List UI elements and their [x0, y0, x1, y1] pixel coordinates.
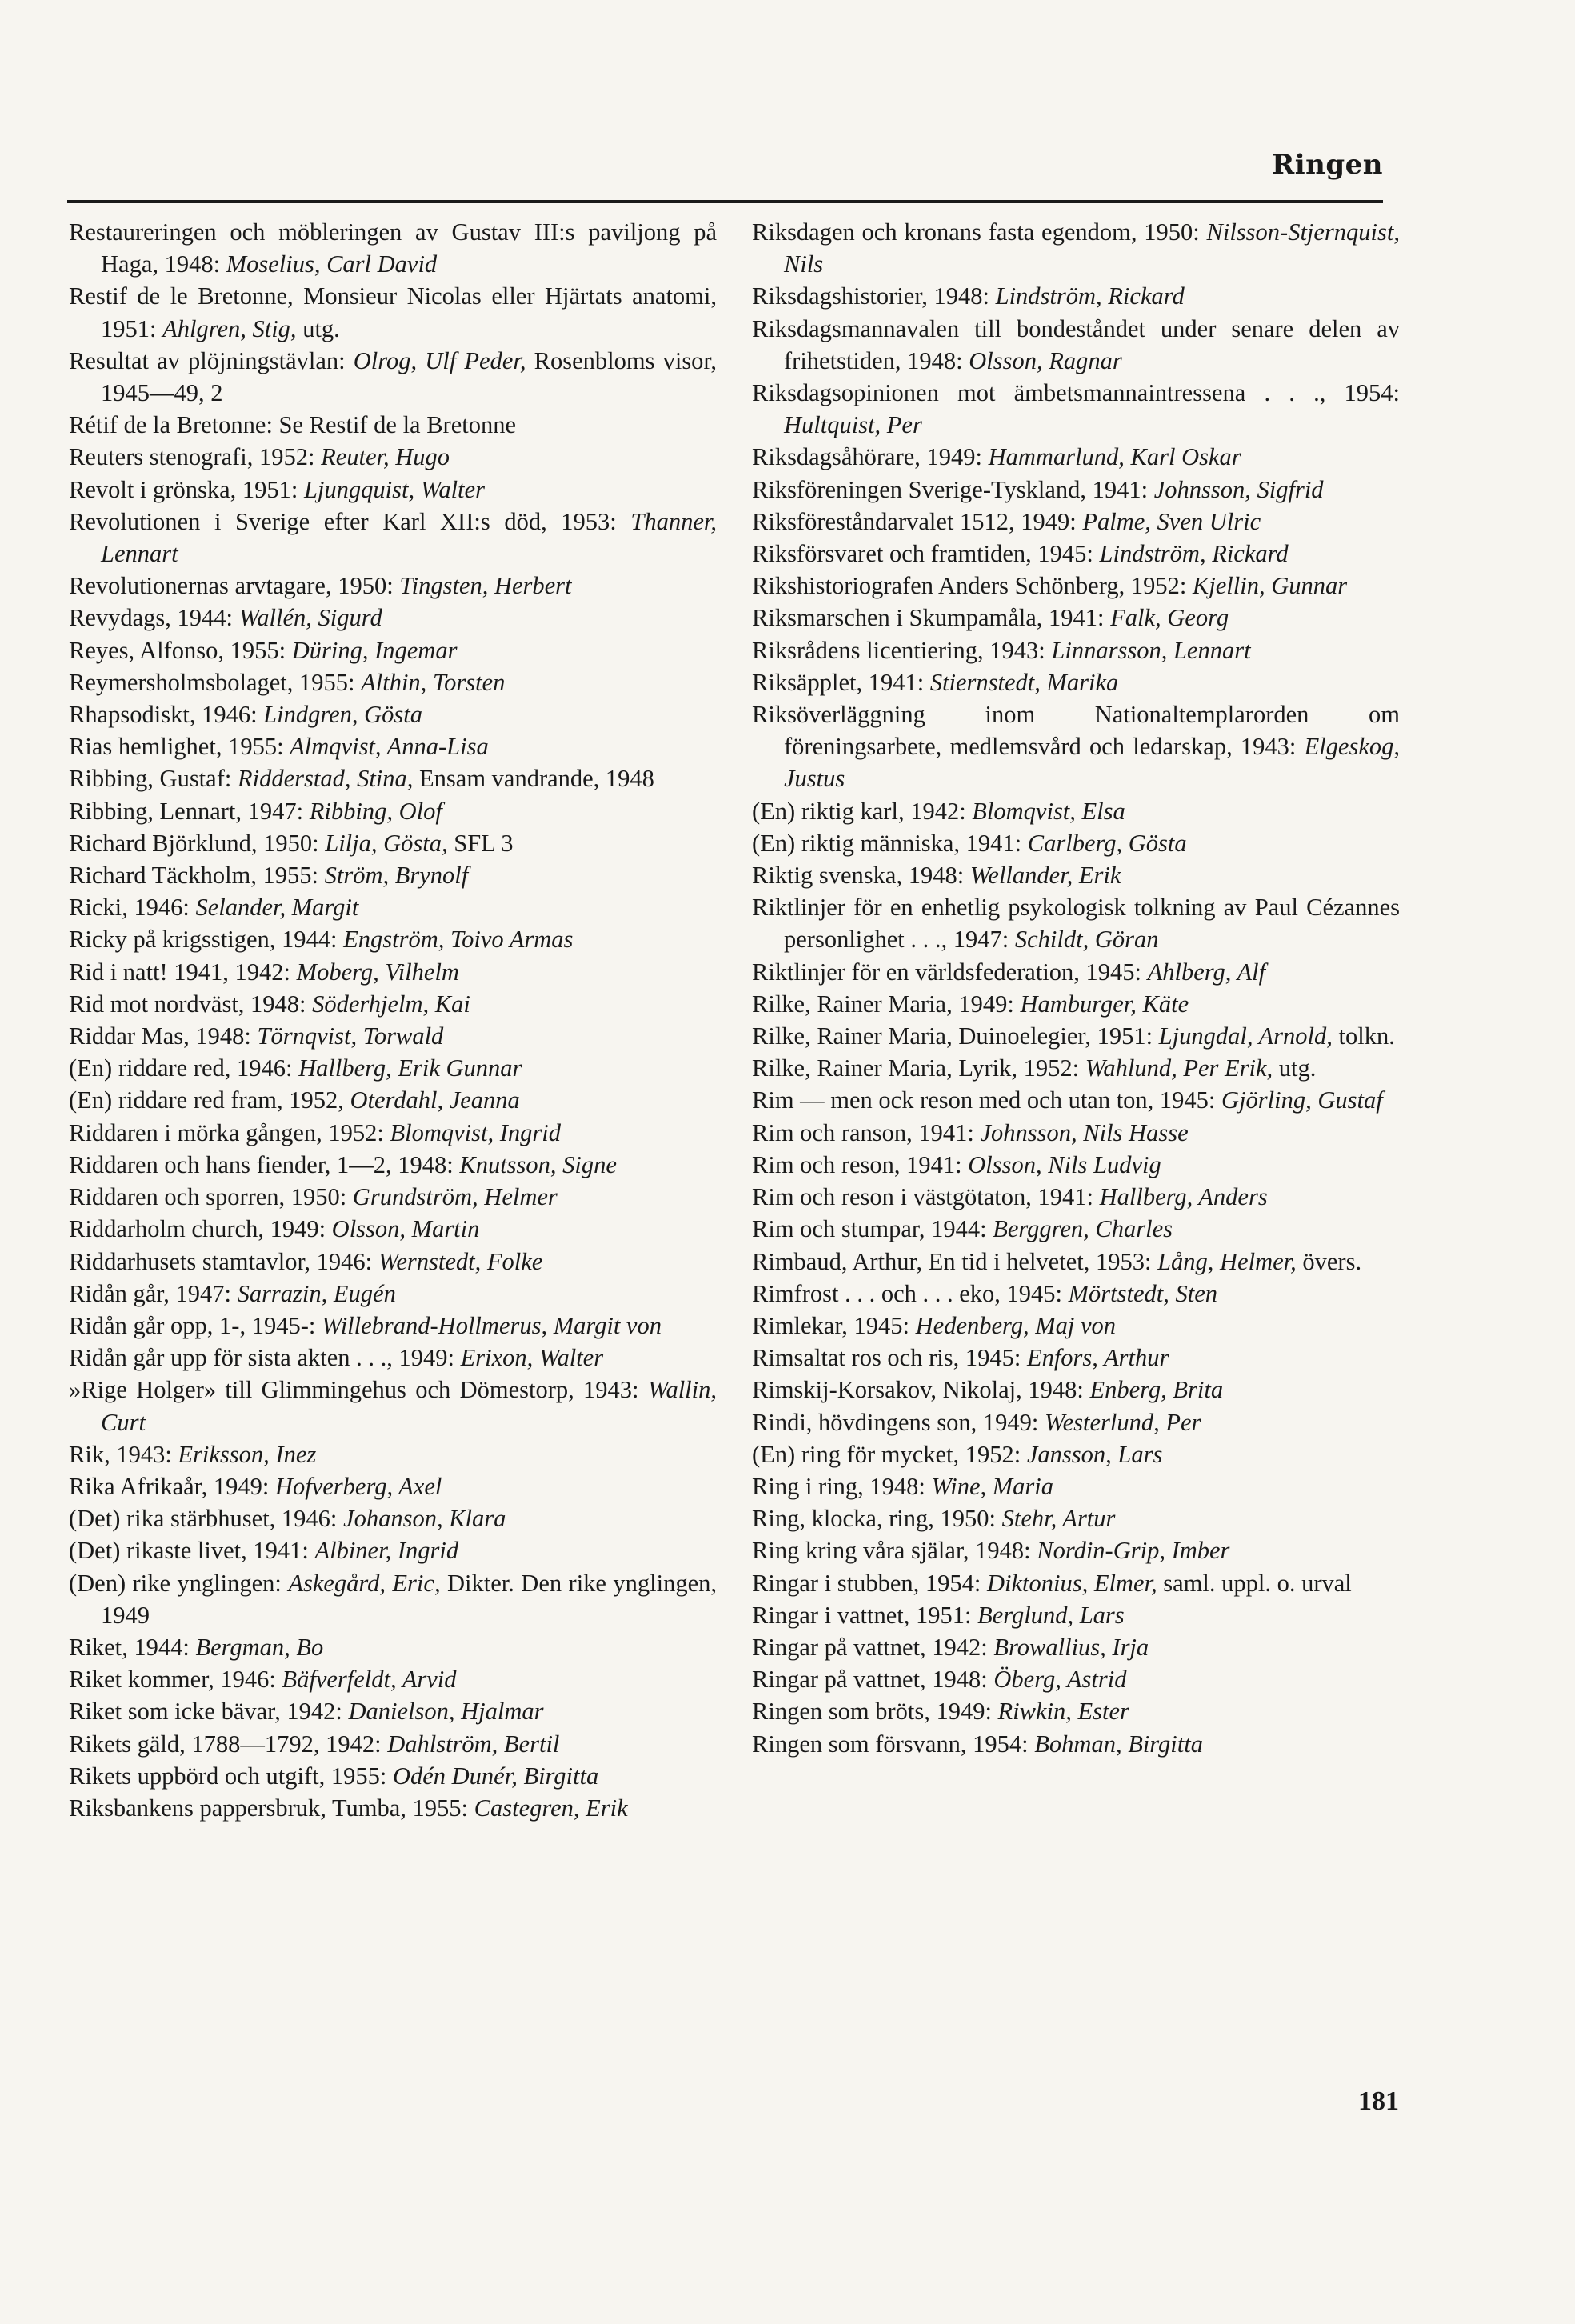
entry-title: Rika Afrikaår, 1949:: [69, 1472, 275, 1500]
index-entry: [752, 1149, 1400, 1181]
right-column: [752, 216, 1400, 1760]
index-entry: [752, 441, 1400, 473]
entry-author: Ribbing, Olof: [309, 797, 442, 825]
entry-title: (Det) rika stärbhuset, 1946:: [69, 1505, 344, 1533]
entry-author: Erixon, Walter: [460, 1344, 604, 1372]
entry-author: Ahlberg, Alf: [1147, 958, 1266, 986]
index-entry: [69, 506, 717, 570]
entry-author: Jansson, Lars: [1026, 1440, 1163, 1468]
index-entry: [69, 1534, 717, 1566]
entry-author: Mörtstedt, Sten: [1068, 1279, 1217, 1307]
entry-title: Ring, klocka, ring, 1950:: [752, 1505, 1002, 1533]
index-entry: [752, 859, 1400, 891]
index-entry: [752, 506, 1400, 538]
index-entry: [69, 923, 717, 955]
index-entry: [752, 1020, 1400, 1052]
index-entry: [69, 1374, 717, 1438]
entry-author: Oterdahl, Jeanna: [350, 1086, 520, 1114]
index-entry: [752, 1534, 1400, 1566]
entry-author: Willebrand-Hollmerus, Margit von: [321, 1311, 662, 1339]
entry-title: Ridån går, 1947:: [69, 1279, 238, 1307]
index-entry: [752, 1213, 1400, 1245]
entry-title: Riktlinjer för en världsfederation, 1945:: [752, 958, 1148, 986]
entry-title: Ringar i vattnet, 1951:: [752, 1601, 978, 1629]
entry-title: Ringar på vattnet, 1942:: [752, 1633, 994, 1661]
index-entry: [752, 1278, 1400, 1310]
entry-author: Berglund, Lars: [977, 1601, 1125, 1629]
entry-author: Wellander, Erik: [969, 862, 1121, 890]
entry-author: Linnarsson, Lennart: [1051, 636, 1251, 664]
entry-author: Wahlund, Per Erik,: [1085, 1054, 1273, 1082]
index-entry: [69, 1728, 717, 1760]
entry-title: Ringar i stubben, 1954:: [752, 1569, 987, 1597]
entry-author: Törnqvist, Torwald: [257, 1022, 444, 1050]
entry-author: Blomqvist, Elsa: [972, 797, 1125, 825]
entry-author: Tingsten, Herbert: [399, 572, 572, 600]
index-entry: [752, 1438, 1400, 1470]
index-entry: [69, 1246, 717, 1278]
entry-author: Wallin, Curt: [101, 1376, 717, 1436]
index-entry: [752, 1470, 1400, 1502]
entry-author: Albiner, Ingrid: [314, 1537, 459, 1565]
index-entry: [69, 1342, 717, 1374]
entry-author: Moselius, Carl David: [226, 250, 438, 278]
index-entry: [69, 827, 717, 859]
entry-author: Hammarlund, Karl Oskar: [988, 443, 1241, 471]
entry-author: Lindgren, Gösta: [263, 701, 423, 729]
entry-title: Rik, 1943:: [69, 1440, 178, 1468]
entry-author: Hallberg, Anders: [1099, 1183, 1268, 1211]
entry-title: Riddarholm church, 1949:: [69, 1215, 332, 1243]
running-head: Ringen: [1271, 149, 1383, 181]
entry-title: Riksdagshistorier, 1948:: [752, 282, 996, 310]
entry-title: Riddaren och hans fiender, 1—2, 1948:: [69, 1150, 460, 1178]
entry-suffix: SFL 3: [447, 829, 514, 857]
entry-title: Ricky på krigsstigen, 1944:: [69, 926, 344, 954]
index-entry: [752, 1117, 1400, 1149]
entry-author: Wine, Maria: [931, 1472, 1054, 1500]
entry-author: Sarrazin, Eugén: [237, 1279, 396, 1307]
entry-suffix: Dikter. Den rike ynglingen, 1949: [101, 1569, 718, 1629]
index-entry: [752, 988, 1400, 1020]
entry-author: Gjörling, Gustaf: [1221, 1086, 1383, 1114]
entry-title: Ridån går opp, 1-, 1945-:: [69, 1311, 322, 1339]
entry-suffix: utg.: [1273, 1054, 1317, 1082]
entry-author: Kjellin, Gunnar: [1192, 572, 1348, 600]
entry-author: Johanson, Klara: [343, 1505, 506, 1533]
entry-title: Riksdagsmannavalen till bondeståndet under senare delen av frihetstiden, 1948:: [752, 314, 1400, 374]
entry-author: Ahlgren, Stig,: [162, 314, 297, 342]
entry-author: Olsson, Martin: [331, 1215, 480, 1243]
entry-author: Enberg, Brita: [1089, 1376, 1224, 1404]
index-entry: [752, 474, 1400, 506]
entry-title: Riksförsvaret och framtiden, 1945:: [752, 540, 1100, 568]
index-entry: [752, 1374, 1400, 1406]
entry-author: Odén Dunér, Birgitta: [392, 1762, 599, 1790]
entry-title: Rhapsodiskt, 1946:: [69, 701, 264, 729]
entry-author: Stiernstedt, Marika: [929, 668, 1119, 696]
entry-author: Lång, Helmer,: [1157, 1247, 1297, 1275]
entry-author: Wallén, Sigurd: [238, 604, 382, 632]
entry-author: Riwkin, Ester: [997, 1698, 1129, 1726]
entry-title: Reymersholmsbolaget, 1955:: [69, 668, 362, 696]
entry-author: Danielson, Hjalmar: [348, 1698, 544, 1726]
entry-author: Carlberg, Gösta: [1027, 829, 1187, 857]
entry-title: (En) riktig människa, 1941:: [752, 829, 1028, 857]
entry-title: Rid i natt! 1941, 1942:: [69, 958, 297, 986]
index-entry: [69, 634, 717, 666]
entry-title: (En) riddare red, 1946:: [69, 1054, 299, 1082]
entry-title: Ringen som försvann, 1954:: [752, 1730, 1035, 1758]
index-entry: [752, 1728, 1400, 1760]
entry-title: Riksrådens licentiering, 1943:: [752, 636, 1052, 664]
entry-title: Rilke, Rainer Maria, Lyrik, 1952:: [752, 1054, 1085, 1082]
entry-title: Riddaren och sporren, 1950:: [69, 1183, 353, 1211]
entry-author: Ljungdal, Arnold,: [1158, 1022, 1333, 1050]
entry-author: Blomqvist, Ingrid: [390, 1118, 561, 1146]
index-entry: [69, 280, 717, 344]
entry-author: Öberg, Astrid: [993, 1666, 1127, 1694]
entry-title: Riksmarschen i Skumpamåla, 1941:: [752, 604, 1111, 632]
entry-suffix: tolkn.: [1332, 1022, 1395, 1050]
entry-title: Richard Björklund, 1950:: [69, 829, 326, 857]
entry-author: Berggren, Charles: [993, 1215, 1173, 1243]
index-entry: [752, 1084, 1400, 1116]
index-entry: [752, 956, 1400, 988]
entry-title: Ribbing, Lennart, 1947:: [69, 797, 310, 825]
index-entry: [69, 762, 717, 794]
entry-author: Westerlund, Per: [1045, 1408, 1201, 1436]
entry-title: (Det) rikaste livet, 1941:: [69, 1537, 315, 1565]
entry-title: (En) riddare red fram, 1952,: [69, 1086, 350, 1114]
index-entry: [69, 570, 717, 602]
entry-author: Bäfverfeldt, Arvid: [282, 1666, 457, 1694]
entry-suffix: Ensam vandrande, 1948: [413, 765, 654, 793]
entry-title: Richard Täckholm, 1955:: [69, 862, 325, 890]
index-entry: [752, 891, 1400, 955]
entry-title: Rimbaud, Arthur, En tid i helvetet, 1953:: [752, 1247, 1158, 1275]
entry-author: Diktonius, Elmer,: [986, 1569, 1157, 1597]
entry-title: Revydags, 1944:: [69, 604, 239, 632]
entry-author: Hallberg, Erik Gunnar: [298, 1054, 522, 1082]
index-entry: [752, 666, 1400, 698]
index-entry: [752, 538, 1400, 570]
entry-author: Ridderstad, Stina,: [237, 765, 414, 793]
entry-title: Riktlinjer för en enhetlig psykologisk tolkning av Paul Cézannes personlighet . . ., 1947:: [752, 894, 1400, 954]
index-entry: [752, 1502, 1400, 1534]
index-entry: [752, 795, 1400, 827]
index-entry: [752, 1663, 1400, 1695]
entry-author: Moberg, Vilhelm: [296, 958, 459, 986]
index-entry: [69, 1213, 717, 1245]
entry-author: Enfors, Arthur: [1026, 1344, 1169, 1372]
entry-title: Riddaren i mörka gången, 1952:: [69, 1118, 390, 1146]
index-entry: [752, 1342, 1400, 1374]
entry-title: Riktig svenska, 1948:: [752, 862, 970, 890]
entry-title: Riksäpplet, 1941:: [752, 668, 930, 696]
entry-author: Nilsson-Stjernquist, Nils: [784, 218, 1400, 278]
entry-author: Olrog, Ulf Peder,: [353, 346, 526, 374]
entry-author: Browallius, Irja: [993, 1633, 1149, 1661]
entry-title: Rim — men ock reson med och utan ton, 1945:: [752, 1086, 1222, 1114]
entry-title: Ringen som bröts, 1949:: [752, 1698, 998, 1726]
entry-title: (En) riktig karl, 1942:: [752, 797, 973, 825]
entry-title: Rikets gäld, 1788—1792, 1942:: [69, 1730, 388, 1758]
entry-author: Schildt, Göran: [1014, 926, 1159, 954]
entry-title: Ridån går upp för sista akten . . ., 1949:: [69, 1344, 461, 1372]
index-entry: [69, 1278, 717, 1310]
entry-author: Wernstedt, Folke: [378, 1247, 543, 1275]
entry-author: Thanner, Lennart: [101, 507, 717, 568]
index-entry: [69, 1695, 717, 1727]
entry-title: Rimfrost . . . och . . . eko, 1945:: [752, 1279, 1069, 1307]
index-entry: [69, 1020, 717, 1052]
index-entry: [752, 827, 1400, 859]
entry-title: Riket, 1944:: [69, 1633, 196, 1661]
entry-title: Riksföreningen Sverige-Tyskland, 1941:: [752, 475, 1154, 503]
entry-title: Ring kring våra själar, 1948:: [752, 1537, 1037, 1565]
index-entry: [69, 891, 717, 923]
entry-author: Düring, Ingemar: [291, 636, 458, 664]
entry-author: Nordin-Grip, Imber: [1037, 1537, 1230, 1565]
index-entry: [69, 345, 717, 409]
index-entry: [69, 216, 717, 280]
entry-author: Lindström, Rickard: [1099, 540, 1289, 568]
entry-author: Johnsson, Sigfrid: [1153, 475, 1324, 503]
entry-author: Hedenberg, Maj von: [915, 1311, 1117, 1339]
entry-title: Riksföreståndarvalet 1512, 1949:: [752, 507, 1083, 535]
entry-suffix: Rosenbloms visor, 1945—49, 2: [101, 346, 717, 407]
entry-author: Knutsson, Signe: [459, 1150, 617, 1178]
entry-author: Almqvist, Anna-Lisa: [290, 733, 489, 761]
entry-title: Rim och reson, 1941:: [752, 1150, 969, 1178]
entry-title: Rindi, hövdingens son, 1949:: [752, 1408, 1045, 1436]
entry-author: Engström, Toivo Armas: [343, 926, 574, 954]
entry-author: Grundström, Helmer: [352, 1183, 558, 1211]
entry-author: Olsson, Nils Ludvig: [968, 1150, 1161, 1178]
entry-author: Hofverberg, Axel: [274, 1472, 442, 1500]
entry-author: Falk, Georg: [1110, 604, 1229, 632]
index-entry: [752, 313, 1400, 377]
left-column: [69, 216, 717, 1824]
index-entry: [69, 1567, 717, 1631]
entry-title: Riksdagsåhörare, 1949:: [752, 443, 989, 471]
entry-author: Bohman, Birgitta: [1034, 1730, 1203, 1758]
index-entry: [69, 859, 717, 891]
entry-title: (En) ring för mycket, 1952:: [752, 1440, 1027, 1468]
entry-title: Rimlekar, 1945:: [752, 1311, 916, 1339]
index-entry: [752, 280, 1400, 312]
index-entry: [752, 1246, 1400, 1278]
entry-author: Castegren, Erik: [474, 1794, 628, 1822]
index-entry: [69, 409, 717, 441]
index-entry: [69, 1631, 717, 1663]
index-entry: [69, 666, 717, 698]
index-entry: [69, 1052, 717, 1084]
entry-author: Söderhjelm, Kai: [312, 990, 470, 1018]
index-entry: [69, 1792, 717, 1824]
entry-title: »Rige Holger» till Glimmingehus och Dömestorp, 1943:: [69, 1376, 648, 1404]
index-entry: [752, 602, 1400, 634]
entry-title: Riksöverläggning inom Nationaltemplarorden om föreningsarbete, medlemsvård och ledarskap, 1943:: [752, 701, 1400, 761]
index-entry: [69, 1084, 717, 1116]
entry-title: Riddar Mas, 1948:: [69, 1022, 258, 1050]
entry-title: Reyes, Alfonso, 1955:: [69, 636, 292, 664]
entry-title: Rimskij-Korsakov, Nikolaj, 1948:: [752, 1376, 1090, 1404]
entry-author: Lilja, Gösta,: [325, 829, 448, 857]
index-entry: [69, 441, 717, 473]
entry-author: Askegård, Eric,: [288, 1569, 441, 1597]
index-entry: [69, 1470, 717, 1502]
index-entry: [752, 1181, 1400, 1213]
entry-author: Ljungquist, Walter: [303, 475, 485, 503]
entry-author: Stehr, Artur: [1001, 1505, 1116, 1533]
index-entry: [752, 698, 1400, 795]
entry-suffix: utg.: [296, 314, 340, 342]
entry-title: Revolutionen i Sverige efter Karl XII:s död, 1953:: [69, 507, 631, 535]
index-entry: [69, 1310, 717, 1342]
entry-title: Rim och stumpar, 1944:: [752, 1215, 993, 1243]
entry-author: Althin, Torsten: [361, 668, 506, 696]
entry-title: Rimsaltat ros och ris, 1945:: [752, 1344, 1027, 1372]
entry-title: Riksdagen och kronans fasta egendom, 1950:: [752, 218, 1207, 246]
entry-title: Rétif de la Bretonne: Se Restif de la Bretonne: [69, 411, 517, 439]
index-entry: [69, 956, 717, 988]
entry-title: Riksdagsopinionen mot ämbetsmannaintressena . . ., 1954:: [752, 379, 1400, 407]
index-entry: [752, 1599, 1400, 1631]
entry-author: Eriksson, Inez: [178, 1440, 317, 1468]
index-entry: [69, 602, 717, 634]
entry-title: Ring i ring, 1948:: [752, 1472, 932, 1500]
index-entry: [69, 730, 717, 762]
entry-title: Rikets uppbörd och utgift, 1955:: [69, 1762, 393, 1790]
index-entry: [752, 1052, 1400, 1084]
entry-author: Ström, Brynolf: [324, 862, 469, 890]
index-entry: [69, 1502, 717, 1534]
entry-title: Rim och ranson, 1941:: [752, 1118, 981, 1146]
entry-title: Restif de le Bretonne, Monsieur Nicolas eller Hjärtats anatomi, 1951:: [69, 282, 717, 342]
entry-title: Ribbing, Gustaf:: [69, 765, 238, 793]
entry-author: Hamburger, Käte: [1020, 990, 1189, 1018]
index-entry: [69, 698, 717, 730]
index-entry: [69, 988, 717, 1020]
entry-suffix: saml. uppl. o. urval: [1157, 1569, 1352, 1597]
entry-author: Dahlström, Bertil: [387, 1730, 560, 1758]
entry-title: Restaureringen och möbleringen av Gustav III:s paviljong på Haga, 1948:: [69, 218, 717, 278]
page-number: 181: [1358, 2086, 1399, 2116]
index-entry: [69, 1149, 717, 1181]
index-entry: [69, 1117, 717, 1149]
entry-title: Rias hemlighet, 1955:: [69, 733, 290, 761]
index-entry: [752, 216, 1400, 280]
index-entry: [69, 474, 717, 506]
index-entry: [752, 1631, 1400, 1663]
index-entry: [69, 1181, 717, 1213]
index-entry: [752, 634, 1400, 666]
entry-author: Selander, Margit: [195, 894, 359, 922]
entry-title: Resultat av plöjningstävlan:: [69, 346, 354, 374]
entry-title: Rim och reson i västgötaton, 1941:: [752, 1183, 1100, 1211]
index-entry: [752, 377, 1400, 441]
entry-title: Revolt i grönska, 1951:: [69, 475, 304, 503]
index-entry: [752, 570, 1400, 602]
entry-title: Rilke, Rainer Maria, 1949:: [752, 990, 1021, 1018]
entry-author: Elgeskog, Justus: [784, 733, 1400, 793]
entry-title: Riksbankens pappersbruk, Tumba, 1955:: [69, 1794, 474, 1822]
entry-title: Riket som icke bävar, 1942:: [69, 1698, 349, 1726]
entry-author: Johnsson, Nils Hasse: [980, 1118, 1189, 1146]
entry-title: Rilke, Rainer Maria, Duinoelegier, 1951:: [752, 1022, 1159, 1050]
entry-title: Rid mot nordväst, 1948:: [69, 990, 313, 1018]
entry-author: Olsson, Ragnar: [969, 346, 1122, 374]
entry-title: Rikshistoriografen Anders Schönberg, 1952:: [752, 572, 1193, 600]
entry-author: Hultquist, Per: [784, 411, 922, 439]
index-entry: [752, 1695, 1400, 1727]
entry-title: Reuters stenografi, 1952:: [69, 443, 322, 471]
index-entry: [69, 1438, 717, 1470]
header-rule: [67, 200, 1383, 203]
index-entry: [69, 795, 717, 827]
entry-author: Bergman, Bo: [195, 1633, 324, 1661]
entry-title: Riket kommer, 1946:: [69, 1666, 282, 1694]
index-entry: [69, 1760, 717, 1792]
index-entry: [752, 1406, 1400, 1438]
entry-author: Reuter, Hugo: [321, 443, 450, 471]
entry-author: Lindström, Rickard: [995, 282, 1185, 310]
index-entry: [752, 1567, 1400, 1599]
entry-title: Ricki, 1946:: [69, 894, 196, 922]
index-entry: [752, 1310, 1400, 1342]
entry-title: Revolutionernas arvtagare, 1950:: [69, 572, 400, 600]
index-entry: [69, 1663, 717, 1695]
entry-author: Palme, Sven Ulric: [1082, 507, 1261, 535]
entry-suffix: övers.: [1296, 1247, 1362, 1275]
entry-title: Ringar på vattnet, 1948:: [752, 1666, 994, 1694]
entry-title: (Den) rike ynglingen:: [69, 1569, 289, 1597]
entry-title: Riddarhusets stamtavlor, 1946:: [69, 1247, 378, 1275]
